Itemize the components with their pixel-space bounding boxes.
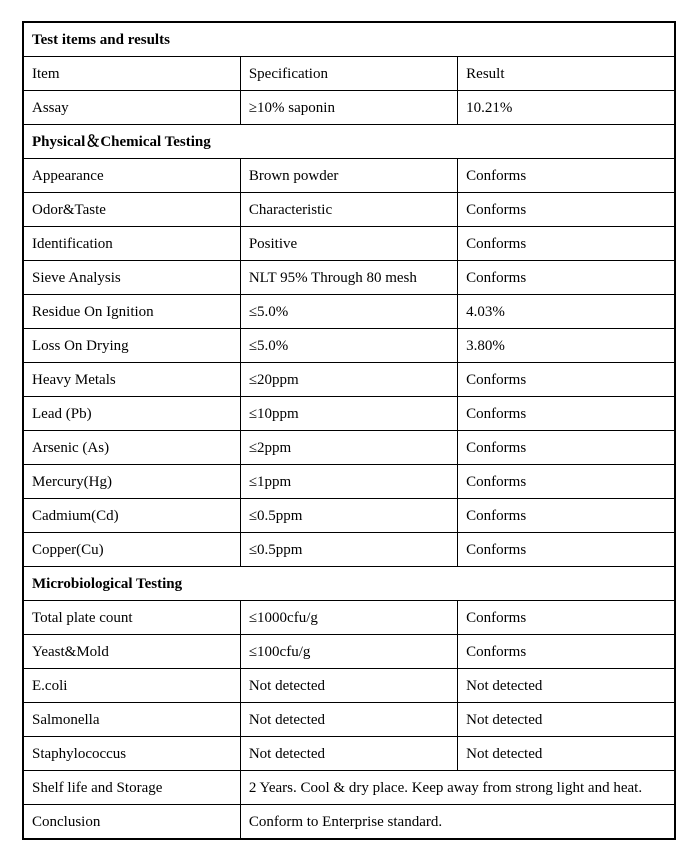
column-header-specification: Specification <box>240 57 457 91</box>
table-row <box>23 601 675 635</box>
table-span-row <box>23 805 675 840</box>
table-row <box>23 227 675 261</box>
table-row-result: Conforms <box>458 193 675 227</box>
table-row-item: E.coli <box>23 669 240 703</box>
table-row-specification: Characteristic <box>240 193 457 227</box>
section-header-row <box>23 567 675 601</box>
table-row <box>23 635 675 669</box>
table-row-specification: Not detected <box>240 703 457 737</box>
table-row-item: Copper(Cu) <box>23 533 240 567</box>
table-row-item: Assay <box>23 91 240 125</box>
table-title: Test items and results <box>23 22 675 57</box>
table-row-result: Conforms <box>458 431 675 465</box>
column-header-row <box>23 57 675 91</box>
table-row-result: Conforms <box>458 397 675 431</box>
span-row-value: Conform to Enterprise standard. <box>240 805 675 840</box>
table-row-specification: ≥10% saponin <box>240 91 457 125</box>
table-row-specification: Brown powder <box>240 159 457 193</box>
table-row-result: 10.21% <box>458 91 675 125</box>
table-row <box>23 465 675 499</box>
table-body <box>23 22 675 839</box>
table-row-item: Sieve Analysis <box>23 261 240 295</box>
table-row <box>23 363 675 397</box>
table-row-result: Conforms <box>458 533 675 567</box>
table-span-row <box>23 771 675 805</box>
table-row <box>23 91 675 125</box>
table-row-item: Cadmium(Cd) <box>23 499 240 533</box>
table-row-result: Conforms <box>458 159 675 193</box>
section-header: Microbiological Testing <box>23 567 675 601</box>
table-row-specification: Positive <box>240 227 457 261</box>
table-row <box>23 737 675 771</box>
column-header-result: Result <box>458 57 675 91</box>
table-row-item: Residue On Ignition <box>23 295 240 329</box>
table-row-specification: Not detected <box>240 737 457 771</box>
table-row <box>23 669 675 703</box>
span-row-item: Shelf life and Storage <box>23 771 240 805</box>
table-row-result: Conforms <box>458 261 675 295</box>
table-row-item: Lead (Pb) <box>23 397 240 431</box>
table-row <box>23 159 675 193</box>
table-row-specification: ≤5.0% <box>240 295 457 329</box>
table-row-result: Conforms <box>458 635 675 669</box>
table-row-specification: ≤100cfu/g <box>240 635 457 669</box>
section-header-row <box>23 125 675 159</box>
table-row-specification: Not detected <box>240 669 457 703</box>
table-row-result: Conforms <box>458 465 675 499</box>
table-row-result: Not detected <box>458 703 675 737</box>
column-header-item: Item <box>23 57 240 91</box>
span-row-value: 2 Years. Cool & dry place. Keep away from strong light and heat. <box>240 771 675 805</box>
table-row-specification: ≤0.5ppm <box>240 499 457 533</box>
table-row-result: Not detected <box>458 669 675 703</box>
table-row <box>23 329 675 363</box>
table-row-result: Conforms <box>458 499 675 533</box>
table-row-item: Appearance <box>23 159 240 193</box>
span-row-item: Conclusion <box>23 805 240 840</box>
table-row-item: Loss On Drying <box>23 329 240 363</box>
table-row-item: Staphylococcus <box>23 737 240 771</box>
table-row <box>23 431 675 465</box>
table-row-specification: ≤5.0% <box>240 329 457 363</box>
table-row <box>23 193 675 227</box>
table-row-result: Conforms <box>458 227 675 261</box>
table-row-result: Conforms <box>458 601 675 635</box>
table-row-item: Arsenic (As) <box>23 431 240 465</box>
section-header: Physical＆Chemical Testing <box>23 125 675 159</box>
table-row-specification: ≤10ppm <box>240 397 457 431</box>
table-row-item: Mercury(Hg) <box>23 465 240 499</box>
table-row-specification: ≤2ppm <box>240 431 457 465</box>
table-row <box>23 533 675 567</box>
table-row-specification: ≤20ppm <box>240 363 457 397</box>
table-row-specification: NLT 95% Through 80 mesh <box>240 261 457 295</box>
test-results-table <box>22 21 676 840</box>
table-row <box>23 261 675 295</box>
table-row <box>23 295 675 329</box>
table-row <box>23 499 675 533</box>
table-row-item: Salmonella <box>23 703 240 737</box>
table-row-item: Yeast&Mold <box>23 635 240 669</box>
table-title-row <box>23 22 675 57</box>
table-row-specification: ≤1ppm <box>240 465 457 499</box>
table-row-result: Conforms <box>458 363 675 397</box>
table-row-specification: ≤1000cfu/g <box>240 601 457 635</box>
table-row-result: 4.03% <box>458 295 675 329</box>
table-row-result: 3.80% <box>458 329 675 363</box>
table-row-item: Total plate count <box>23 601 240 635</box>
table-row-item: Odor&Taste <box>23 193 240 227</box>
table-row-result: Not detected <box>458 737 675 771</box>
table-row-item: Heavy Metals <box>23 363 240 397</box>
table-row-specification: ≤0.5ppm <box>240 533 457 567</box>
table-row <box>23 703 675 737</box>
table-row <box>23 397 675 431</box>
table-row-item: Identification <box>23 227 240 261</box>
